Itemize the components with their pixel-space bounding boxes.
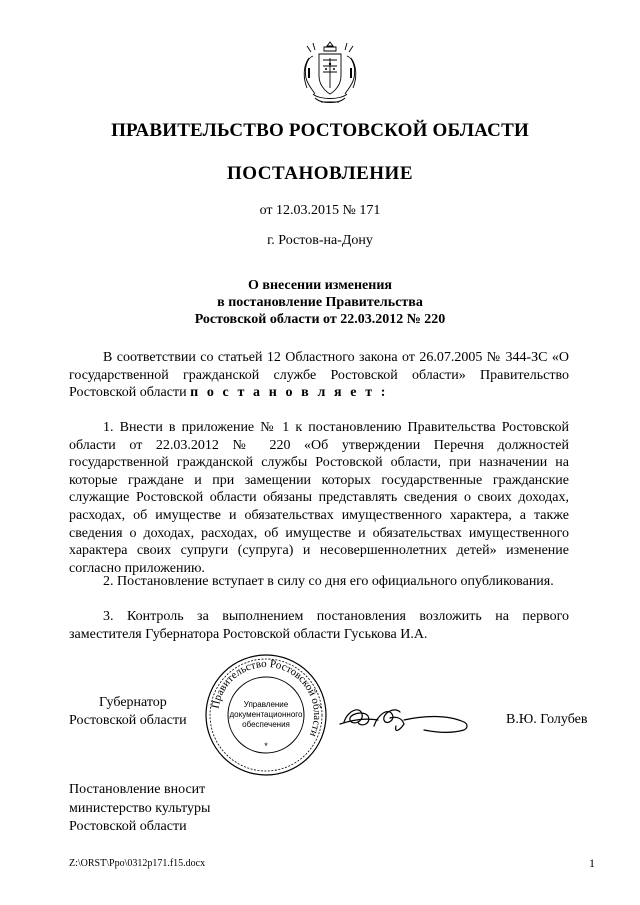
coat-of-arms-emblem	[299, 38, 361, 108]
decree-item-2: 2. Постановление вступает в силу со дня его официального опубликования.	[103, 574, 554, 589]
stamp-inner-line: Управление	[243, 700, 289, 709]
subject-line: О внесении изменения	[248, 278, 392, 293]
submitter-note	[69, 781, 210, 837]
stamp-inner-line: документационного	[229, 710, 303, 719]
star-icon: *	[264, 741, 268, 751]
document-city: г. Ростов-на-Дону	[267, 233, 373, 248]
preamble-text: В соответствии со статьей 12 Областного закона от 26.07.2005 № 344-ЗС «О государственной гражданской службе Ростовской области» Правительство Ростовской области	[69, 350, 569, 401]
signatory-title-line: Губернатор	[99, 695, 167, 710]
signatory-title-line: Ростовской области	[69, 713, 187, 728]
document-type: ПОСТАНОВЛЕНИЕ	[226, 163, 414, 184]
footer-file-path: Z:\ORST\Ppo\0312p171.f15.docx	[69, 858, 206, 869]
document-subject	[0, 277, 640, 328]
document-date-number: от 12.03.2015 № 171	[259, 203, 381, 218]
preamble-paragraph	[69, 349, 569, 402]
subject-line: Ростовской области от 22.03.2012 № 220	[194, 312, 446, 327]
stamp-inner-line: обеспечения	[242, 720, 290, 729]
note-line: Ростовской области	[69, 819, 187, 834]
decree-item-1: 1. Внести в приложение № 1 к постановлению Правительства Ростовской области от 22.03.2012 № 220 «Об утверждении Перечня должностей государственной гражданской службы Ростовской области, при назначении на которые граждане и при замещении которых государственные гражданские служащие Ростовской области обязаны представлять сведения о своих доходах, расходах, об имуществе и обязательствах имущественного характера, а также сведения о доходах, расходах, об имуществе и обязательствах имущественного характера своих супруги (супруга) и несовершеннолетних детей» изменение согласно приложению.	[69, 420, 569, 576]
decree-item-3: 3. Контроль за выполнением постановления возложить на первого заместителя Губернатора Ростовской области Гуськова И.А.	[69, 609, 569, 642]
note-line: Постановление вносит	[69, 782, 206, 797]
subject-line: в постановление Правительства	[217, 295, 423, 310]
handwritten-signature	[338, 696, 478, 740]
organization-title: ПРАВИТЕЛЬСТВО РОСТОВСКОЙ ОБЛАСТИ	[111, 120, 529, 141]
official-stamp	[204, 653, 328, 777]
signatory-title	[69, 694, 187, 730]
stamp-outer-text: Правительство Ростовской области	[209, 657, 324, 739]
page-number: 1	[589, 856, 595, 870]
note-line: министерство культуры	[69, 800, 211, 816]
signatory-name: В.Ю. Голубев	[506, 712, 588, 727]
decree-word: п о с т а н о в л я е т :	[190, 385, 389, 401]
